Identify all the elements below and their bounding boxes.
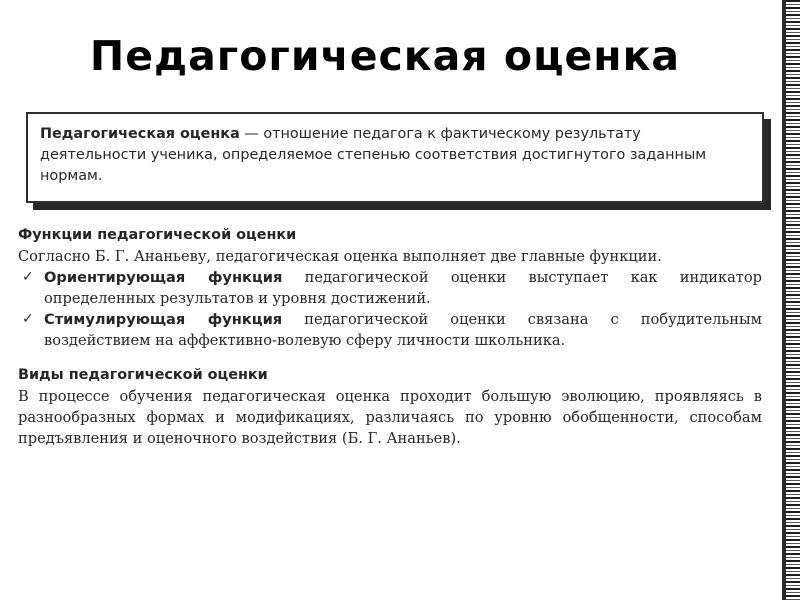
functions-section <box>18 225 762 351</box>
check-icon: ✓ <box>22 269 34 285</box>
functions-list <box>18 267 762 351</box>
types-section <box>18 365 762 449</box>
definition-box <box>26 112 764 203</box>
types-text: В процессе обучения педагогическая оценка проходит большую эволюцию, проявляясь в разнообразных формах и модификациях, различаясь по уровню обобщенности, способам предъявления и оценочного воздействия (Б. Г. Ананьев). <box>18 388 762 447</box>
functions-intro: Согласно Б. Г. Ананьеву, педагогическая оценка выполняет две главные функции. <box>18 248 662 265</box>
function-text: педагогической оценки связана с побудительным воздействием на аффективно-волевую сферу личности школьника. <box>44 311 762 349</box>
definition-term: Педагогическая оценка <box>40 126 240 142</box>
scan-edge-strip <box>782 0 800 600</box>
list-item-orienting <box>18 267 762 309</box>
functions-heading: Функции педагогической оценки <box>18 227 297 243</box>
definition-text: — отношение педагога к фактическому результату деятельности ученика, определяемое степенью соответствия достигнутого заданным нормам. <box>40 126 707 184</box>
check-icon: ✓ <box>22 311 34 327</box>
types-heading: Виды педагогической оценки <box>18 367 268 383</box>
slide-title: Педагогическая оценка <box>89 32 681 80</box>
scanned-page <box>18 112 762 449</box>
function-term: Ориентирующая функция <box>44 269 283 286</box>
function-term: Стимулирующая функция <box>44 311 283 328</box>
function-text: педагогической оценки выступает как индикатор определенных результатов и уровня достижений. <box>44 269 762 307</box>
list-item-stimulating <box>18 309 762 351</box>
